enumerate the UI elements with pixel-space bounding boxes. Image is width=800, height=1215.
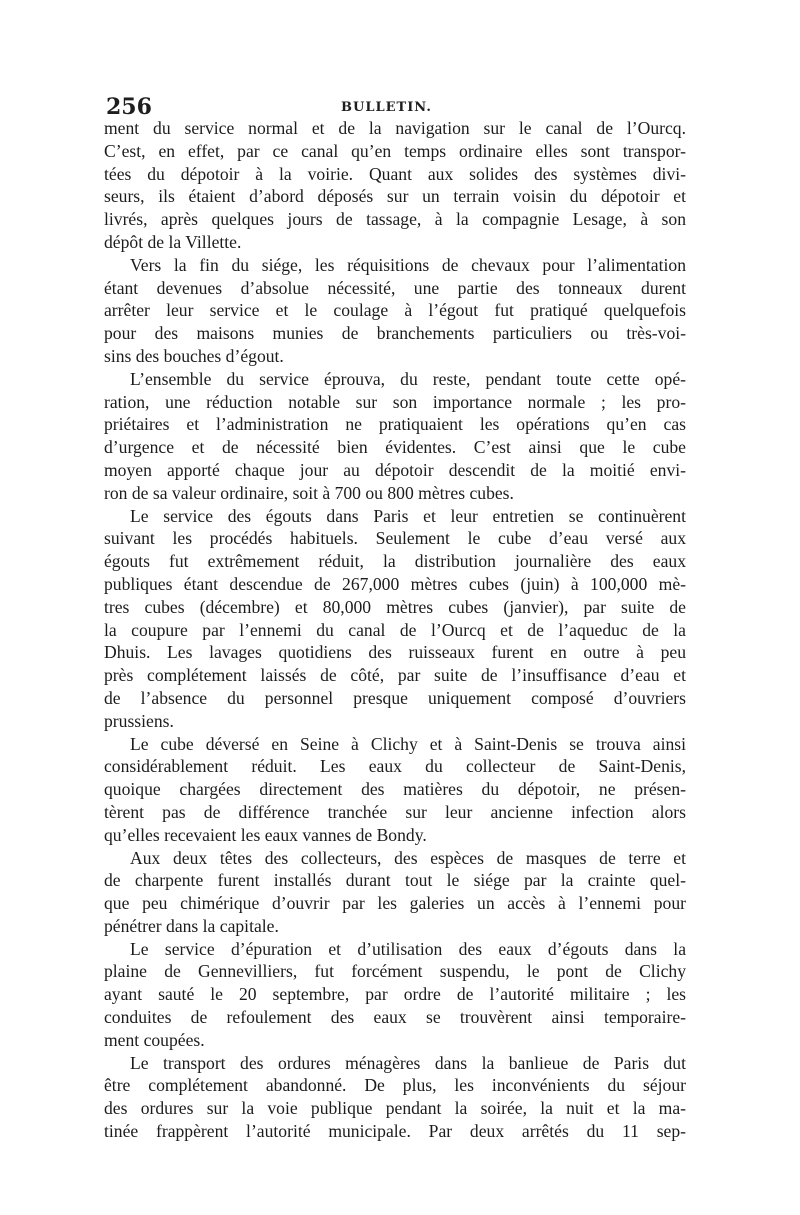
text-line: Le cube déversé en Seine à Clichy et à Saint-Denis se trouva ainsi bbox=[130, 733, 686, 754]
text-line: sins des bouches d’égout. bbox=[104, 345, 284, 366]
text-line: Le service des égouts dans Paris et leur entretien se continuèrent bbox=[130, 505, 686, 526]
text-line: publiques étant descendue de 267,000 mètres cubes (juin) à 100,000 mè- bbox=[104, 573, 686, 594]
text-line: près complétement laissés de côté, par suite de l’insuffisance d’eau et bbox=[104, 665, 686, 686]
text-line: conduites de refoulement des eaux se trouvèrent ainsi temporaire- bbox=[104, 1007, 686, 1028]
text-line: livrés, après quelques jours de tassage, à la compagnie Lesage, à son bbox=[104, 209, 686, 230]
text-line: tres cubes (décembre) et 80,000 mètres cubes (janvier), par suite de bbox=[104, 596, 686, 617]
page-number: 256 bbox=[106, 94, 152, 120]
body-text bbox=[104, 117, 686, 1143]
text-line: Vers la fin du siége, les réquisitions de chevaux pour l’alimentation bbox=[130, 254, 686, 275]
text-line: quoique chargées directement des matières du dépotoir, ne présen- bbox=[104, 779, 686, 800]
running-head: BULLETIN. bbox=[341, 100, 432, 115]
text-line: L’ensemble du service éprouva, du reste, pendant toute cette opé- bbox=[130, 368, 686, 389]
text-line: Le service d’épuration et d’utilisation des eaux d’égouts dans la bbox=[130, 938, 686, 959]
text-line: Aux deux têtes des collecteurs, des espèces de masques de terre et bbox=[130, 847, 686, 868]
text-line: Dhuis. Les lavages quotidiens des ruisseaux furent en outre à peu bbox=[104, 642, 686, 663]
text-line: tèrent pas de différence tranchée sur leur ancienne infection alors bbox=[104, 801, 686, 822]
text-line: C’est, en effet, par ce canal qu’en temps ordinaire elles sont transpor- bbox=[104, 140, 686, 161]
text-line: de charpente furent installés durant tout le siége par la crainte quel- bbox=[104, 870, 686, 891]
text-line: égouts fut extrêmement réduit, la distribution journalière des eaux bbox=[104, 551, 686, 572]
text-line: seurs, ils étaient d’abord déposés sur un terrain voisin du dépotoir et bbox=[104, 186, 686, 207]
text-line: prussiens. bbox=[104, 710, 174, 731]
text-line: ron de sa valeur ordinaire, soit à 700 ou 800 mètres cubes. bbox=[104, 482, 514, 503]
page-header bbox=[106, 94, 684, 118]
text-line: ment du service normal et de la navigation sur le canal de l’Ourcq. bbox=[104, 118, 686, 138]
text-line: être complétement abandonné. De plus, les inconvénients du séjour bbox=[104, 1075, 686, 1096]
text-line: pénétrer dans la capitale. bbox=[104, 915, 279, 936]
text-line: ration, une réduction notable sur son importance normale ; les pro- bbox=[104, 391, 686, 412]
text-line: ment coupées. bbox=[104, 1029, 205, 1050]
text-line: que peu chimérique d’ouvrir par les galeries un accès à l’ennemi pour bbox=[104, 893, 686, 914]
text-line: suivant les procédés habituels. Seulement le cube d’eau versé aux bbox=[104, 528, 686, 549]
text-line: de l’absence du personnel presque uniquement composé d’ouvriers bbox=[104, 687, 686, 708]
text-line: tinée frappèrent l’autorité municipale. Par deux arrêtés du 11 sep- bbox=[104, 1121, 686, 1142]
text-line: considérablement réduit. Les eaux du collecteur de Saint-Denis, bbox=[104, 756, 686, 777]
text-line: pour des maisons munies de branchements particuliers ou très-voi- bbox=[104, 323, 686, 344]
text-line: moyen apporté chaque jour au dépotoir descendit de la moitié envi- bbox=[104, 459, 686, 480]
text-line: Le transport des ordures ménagères dans la banlieue de Paris dut bbox=[130, 1052, 686, 1073]
text-line: dépôt de la Villette. bbox=[104, 231, 242, 252]
text-line: plaine de Gennevilliers, fut forcément suspendu, le pont de Clichy bbox=[104, 961, 686, 982]
text-line: la coupure par l’ennemi du canal de l’Ourcq et de l’aqueduc de la bbox=[104, 619, 686, 640]
text-line: d’urgence et de nécessité bien évidentes. C’est ainsi que le cube bbox=[104, 437, 686, 458]
text-line: arrêter leur service et le coulage à l’égout fut pratiqué quelquefois bbox=[104, 300, 686, 321]
text-line: ayant sauté le 20 septembre, par ordre de l’autorité militaire ; les bbox=[104, 984, 686, 1005]
text-line: priétaires et l’administration ne pratiquaient les opérations qu’en cas bbox=[104, 414, 686, 435]
text-line: des ordures sur la voie publique pendant la soirée, la nuit et la ma- bbox=[104, 1098, 686, 1119]
text-line: qu’elles recevaient les eaux vannes de Bondy. bbox=[104, 824, 427, 845]
text-line: étant devenues d’absolue nécessité, une partie des tonneaux durent bbox=[104, 277, 686, 298]
text-line: tées du dépotoir à la voirie. Quant aux solides des systèmes divi- bbox=[104, 163, 686, 184]
